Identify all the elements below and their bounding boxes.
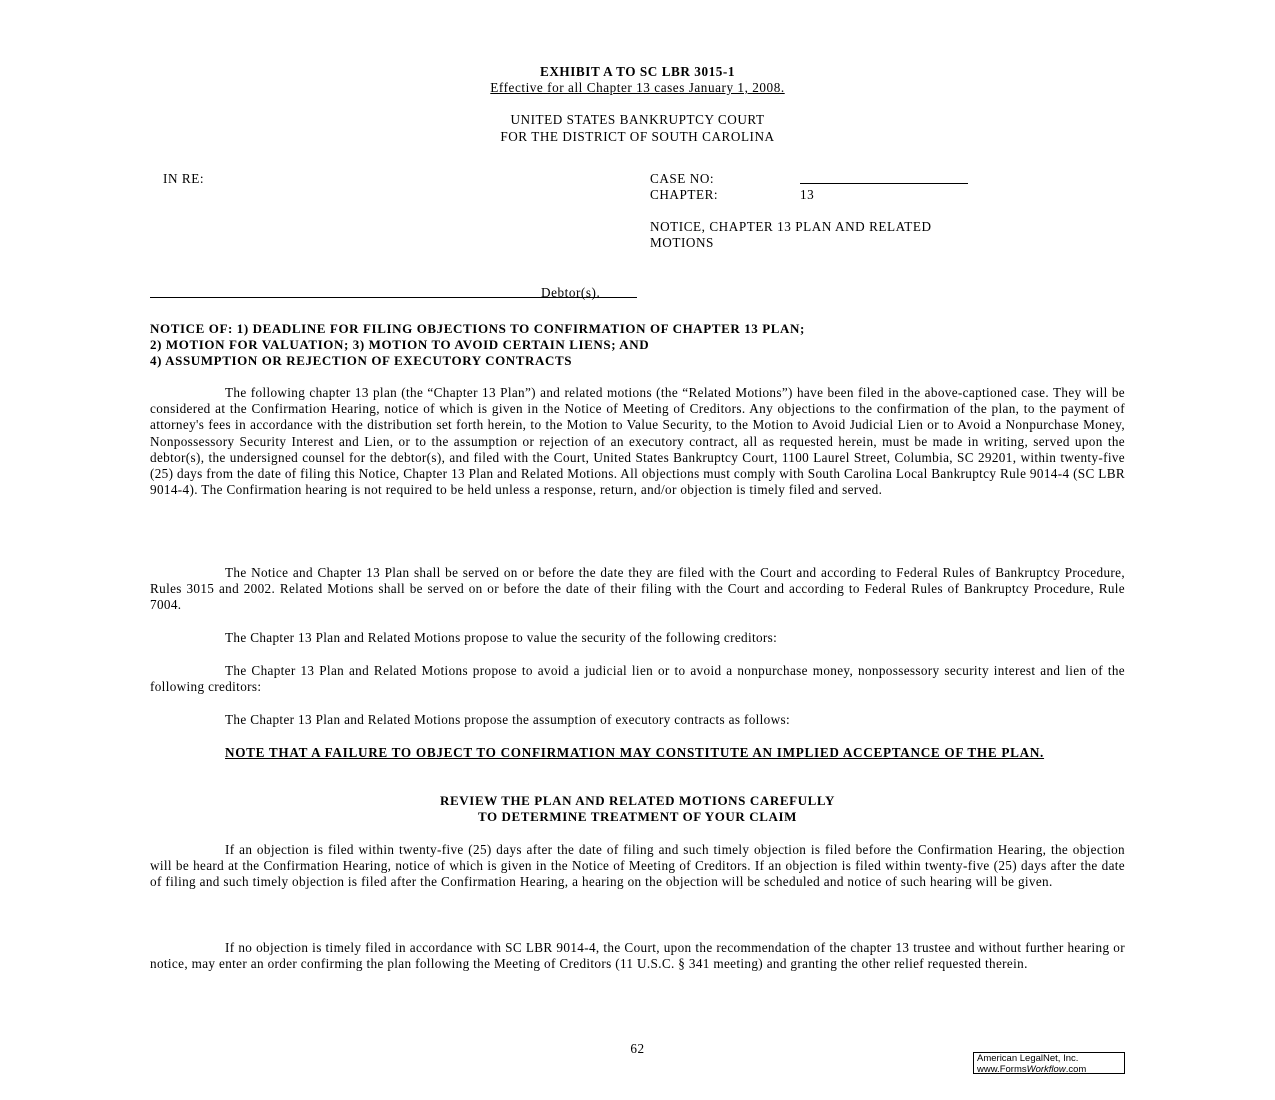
notice-heading-line1: NOTICE OF: 1) DEADLINE FOR FILING OBJECTIONS TO CONFIRMATION OF CHAPTER 13 PLAN; [150,321,805,336]
stamp-url-italic: Workflow [1026,1063,1066,1075]
paragraph-2 [150,565,1125,614]
exhibit-title: EXHIBIT A TO SC LBR 3015-1 [540,64,735,79]
paragraph-4 [150,663,1125,695]
publisher-stamp [973,1052,1125,1074]
implied-acceptance-note-text: NOTE THAT A FAILURE TO OBJECT TO CONFIRMATION MAY CONSTITUTE AN IMPLIED ACCEPTANCE OF THE PLAN. [225,745,1045,760]
paragraph-2-text: The Notice and Chapter 13 Plan shall be served on or before the date they are filed with the Court and according to Federal Rules of Bankruptcy Procedure, Rules 3015 and 2002. Related Motions shall be served on or before the date of their filing with the Court and according to Federal Rules of Bankruptcy Procedure, Rule 7004. [150,565,1125,613]
stamp-company: American LegalNet, Inc. [977,1053,1079,1064]
review-heading-line2: TO DETERMINE TREATMENT OF YOUR CLAIM [477,809,798,824]
case-title-line2: MOTIONS [650,235,714,250]
in-re-label: IN RE: [163,171,205,186]
effective-date-text: Effective for all Chapter 13 cases January 1, 2008. [490,80,785,95]
court-name-line2: FOR THE DISTRICT OF SOUTH CAROLINA [500,129,775,144]
paragraph-1-text: The following chapter 13 plan (the “Chapter 13 Plan”) and related motions (the “Related Motions”) have been filed in the above-captioned case. They will be considered at the Confirmation Hearing, notice of which is given in the Notice of Meeting of Creditors. Any objections to the confirmation of the plan, to the payment of attorney's fees in accordance with the distribution set forth herein, to the Motion to Value Security, to the Motion to Avoid Judicial Lien or to Avoid a Nonpurchase Money, Nonpossessory Security Interest and Lien, or to the assumption or rejection of an executory contract, all as requested herein, must be made in writing, served upon the debtor(s), the undersigned counsel for the debtor(s), and filed with the Court, United States Bankruptcy Court, 1100 Laurel Street, Columbia, SC 29201, within twenty-five (25) days from the date of filing this Notice, Chapter 13 Plan and Related Motions. All objections must comply with South Carolina Local Bankruptcy Rule 9014-4 (SC LBR 9014-4). The Confirmation hearing is not required to be held unless a response, return, and/or objection is timely filed and served. [150,385,1125,498]
paragraph-4-text: The Chapter 13 Plan and Related Motions propose to avoid a judicial lien or to avoid a nonpurchase money, nonpossessory security interest and lien of the following creditors: [150,663,1125,695]
paragraph-5-text: The Chapter 13 Plan and Related Motions propose the assumption of executory contracts as follows: [225,712,790,727]
implied-acceptance-note [150,745,1125,761]
paragraph-5 [150,712,1125,728]
paragraph-7-text: If no objection is timely filed in accordance with SC LBR 9014-4, the Court, upon the recommendation of the chapter 13 trustee and without further hearing or notice, may enter an order confirming the plan following the Meeting of Creditors (11 U.S.C. § 341 meeting) and granting the other relief requested therein. [150,940,1125,972]
notice-heading-line3: 4) ASSUMPTION OR REJECTION OF EXECUTORY CONTRACTS [150,353,573,368]
chapter-label: CHAPTER: [650,187,719,202]
paragraph-3-text: The Chapter 13 Plan and Related Motions propose to value the security of the following creditors: [225,630,778,645]
stamp-url-suffix: .com [1065,1063,1087,1075]
effective-date [0,80,1275,96]
chapter-value: 13 [800,187,815,202]
case-title-line1: NOTICE, CHAPTER 13 PLAN AND RELATED [650,219,932,234]
stamp-url-prefix: www.Forms [977,1063,1027,1075]
case-no-label: CASE NO: [650,171,715,186]
paragraph-6-text: If an objection is filed within twenty-five (25) days after the date of filing and such timely objection is filed before the Confirmation Hearing, the objection will be heard at the Confirmation Hearing, notice of which is given in the Notice of Meeting of Creditors. If an objection is filed within twenty-five (25) days after the date of filing and such timely objection is filed after the Confirmation Hearing, a hearing on the objection will be scheduled and notice of such hearing will be given. [150,842,1125,890]
debtor-label: Debtor(s). [541,285,601,300]
paragraph-1 [150,385,1125,498]
page-number: 62 [630,1041,645,1056]
paragraph-3 [150,630,1125,646]
stamp-url[interactable] [977,1065,1121,1076]
review-heading-line1: REVIEW THE PLAN AND RELATED MOTIONS CAREFULLY [440,793,835,808]
paragraph-6 [150,842,1125,891]
paragraph-7 [150,940,1125,972]
case-no-blank[interactable] [800,183,968,184]
notice-heading-line2: 2) MOTION FOR VALUATION; 3) MOTION TO AVOID CERTAIN LIENS; AND [150,337,650,352]
court-name-line1: UNITED STATES BANKRUPTCY COURT [510,112,765,127]
